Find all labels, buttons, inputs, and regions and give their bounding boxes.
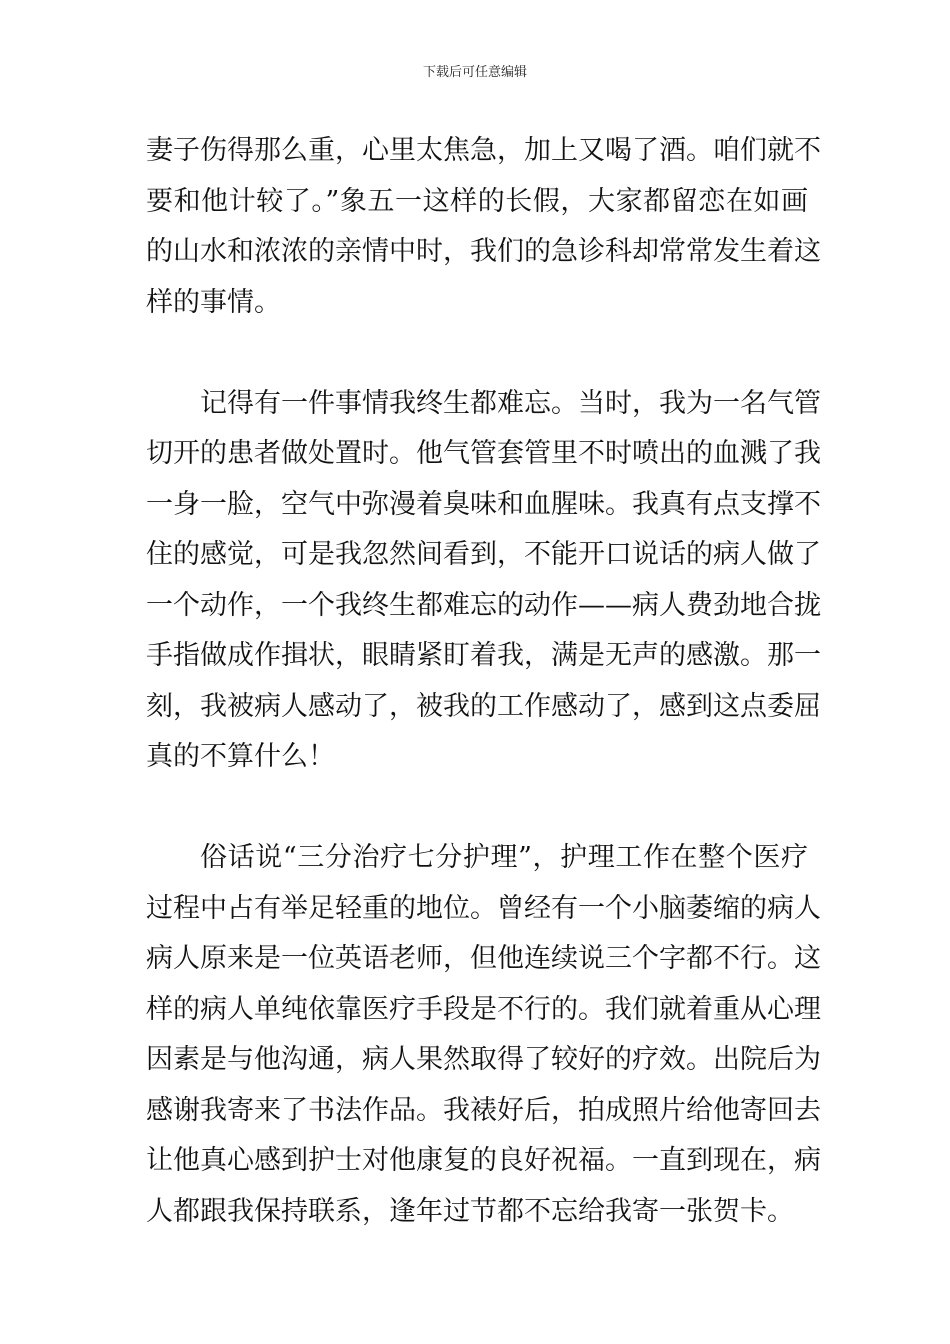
paragraph-1 (146, 126, 821, 328)
paragraph-3 (146, 833, 821, 1237)
text-line: 让他真心感到护士对他康复的良好祝福。一直到现在，病 (146, 1145, 821, 1176)
text-line: 人都跟我保持联系，逢年过节都不忘给我寄一张贺卡。 (146, 1195, 794, 1227)
text-line: 刻，我被病人感动了，被我的工作感动了，感到这点委屈 (146, 690, 821, 722)
text-line: 手指做成作揖状，眼睛紧盯着我，满是无声的感激。那一 (146, 640, 821, 671)
paragraph-spacer (146, 783, 808, 834)
text-line: 真的不算什么！ (146, 741, 335, 772)
text-line: 一个动作，一个我终生都难忘的动作——病人费劲地合拢 (146, 589, 821, 621)
text-line: 妻子伤得那么重，心里太焦急，加上又喝了酒。咱们就不 (146, 135, 821, 166)
page-header: 下载后可任意编辑 (422, 65, 527, 80)
text-line: 俗话说“三分治疗七分护理”，护理工作在整个医疗 (200, 842, 808, 873)
text-line: 一身一脸，空气中弥漫着臭味和血腥味。我真有点支撑不 (146, 488, 821, 520)
text-line: 的山水和浓浓的亲情中时，我们的急诊科却常常发生着这 (146, 236, 821, 267)
text-line: 病人原来是一位英语老师，但他连续说三个字都不行。这 (146, 943, 821, 974)
text-line: 住的感觉，可是我忽然间看到，不能开口说话的病人做了 (146, 539, 821, 570)
text-line: 记得有一件事情我终生都难忘。当时，我为一名气管 (200, 387, 821, 419)
text-line: 样的病人单纯依靠医疗手段是不行的。我们就着重从心理 (146, 993, 821, 1025)
text-line: 感谢我寄来了书法作品。我裱好后，拍成照片给他寄回去 (146, 1094, 821, 1126)
text-line: 因素是与他沟通，病人果然取得了较好的疗效。出院后为 (146, 1044, 821, 1075)
document-body (146, 126, 821, 1237)
text-line: 样的事情。 (146, 286, 281, 318)
text-line: 过程中占有举足轻重的地位。曾经有一个小脑萎缩的病人 (146, 892, 821, 924)
text-line: 要和他计较了。”象五一这样的长假，大家都留恋在如画 (146, 185, 808, 217)
text-line: 切开的患者做处置时。他气管套管里不时喷出的血溅了我 (146, 438, 821, 469)
paragraph-spacer (146, 328, 808, 379)
paragraph-2 (146, 379, 821, 783)
